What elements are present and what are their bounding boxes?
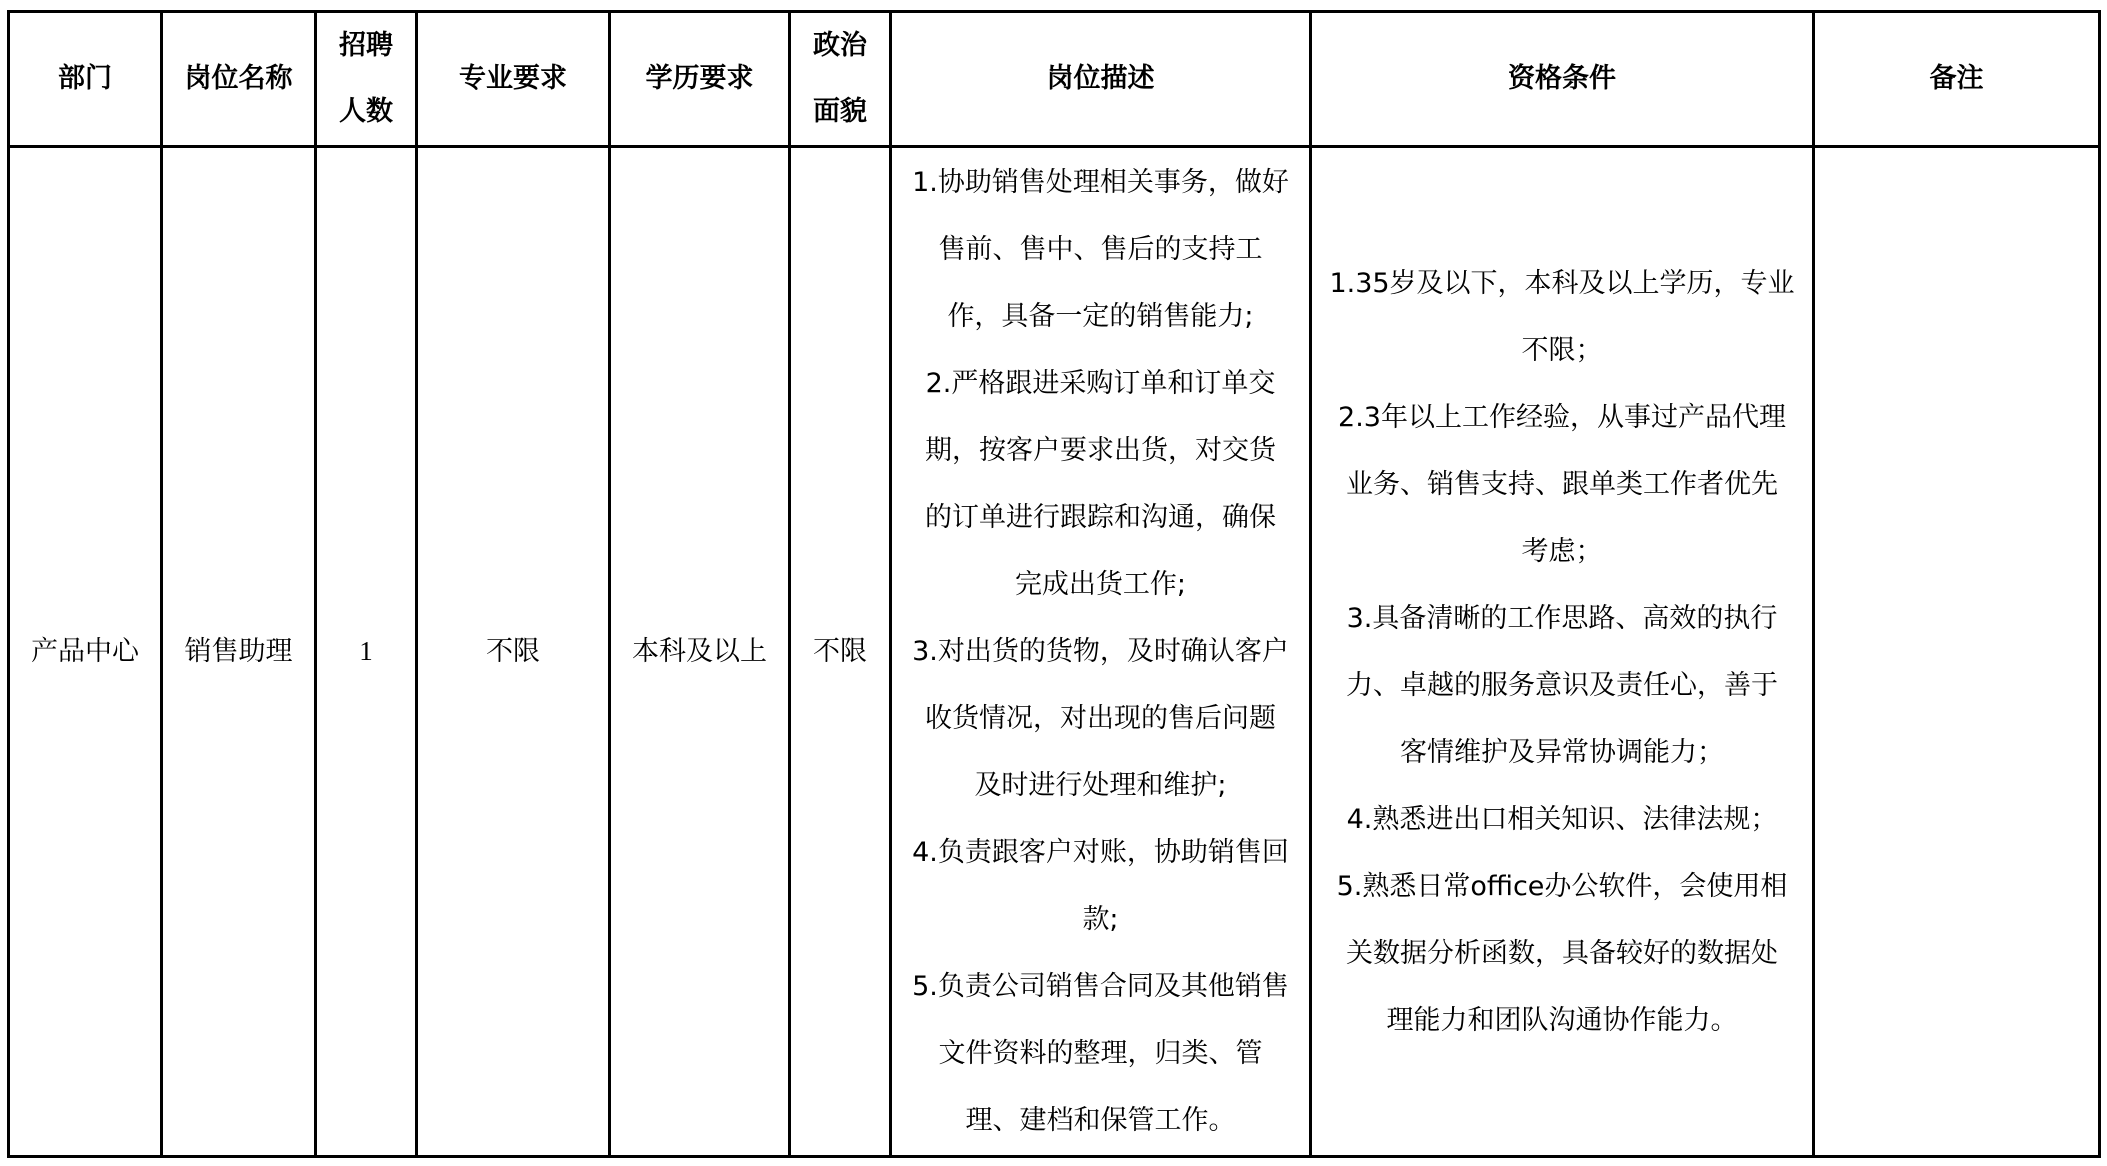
cell-major: 不限 [417,147,610,1157]
qualification-line: 5.熟悉日常office办公软件，会使用相 [1336,870,1788,902]
qualification-line: 3.具备清晰的工作思路、高效的执行 [1346,602,1778,634]
header-label: 岗位描述 [1046,63,1155,94]
cell-education: 本科及以上 [610,147,790,1157]
description-line: 作，具备一定的销售能力; [947,301,1254,332]
cell-description [891,147,1311,1157]
description-line: 及时进行处理和维护; [974,770,1227,801]
header-label: 部门 [58,63,112,94]
description-line: 理、建档和保管工作。 [965,1105,1236,1136]
cell-remarks [1814,147,2100,1157]
header-education [610,12,790,147]
cell-qualifications [1311,147,1814,1157]
qualification-line: 4.熟悉进出口相关知识、法律法规； [1346,803,1778,835]
header-label: 面貌 [813,96,867,127]
header-qualifications [1311,12,1814,147]
cell-position: 销售助理 [162,147,316,1157]
description-line: 1.协助销售处理相关事务，做好 [912,167,1289,198]
description-line: 2.严格跟进采购订单和订单交 [925,368,1276,399]
description-line: 售前、售中、售后的支持工 [938,234,1263,265]
qualification-line: 客情维护及异常协调能力； [1400,736,1724,768]
header-label: 招聘 [339,30,393,61]
cell-political: 不限 [790,147,891,1157]
header-label: 备注 [1929,63,1984,94]
description-line: 文件资料的整理，归类、管 [938,1038,1263,1069]
header-remarks [1814,12,2100,147]
qualification-line: 考虑； [1521,535,1603,567]
table-row [9,147,2100,1157]
qualification-line: 2.3年以上工作经验，从事过产品代理 [1338,401,1786,433]
description-line: 4.负责跟客户对账，协助销售回 [912,837,1289,868]
qualification-line: 不限； [1521,334,1603,366]
header-major [417,12,610,147]
qualification-line: 理能力和团队沟通协作能力。 [1386,1004,1738,1036]
cell-dept: 产品中心 [9,147,162,1157]
description-line: 的订单进行跟踪和沟通，确保 [925,502,1276,533]
header-headcount [316,12,417,147]
header-label: 人数 [339,96,393,127]
header-label: 专业要求 [459,63,567,94]
description-line: 5.负责公司销售合同及其他销售 [912,971,1289,1002]
description-line: 完成出货工作; [1014,569,1187,600]
header-label: 政治 [813,30,867,61]
job-posting-table [7,10,2101,1158]
header-description [891,12,1311,147]
qualification-line: 力、卓越的服务意识及责任心，善于 [1346,669,1778,701]
header-label: 学历要求 [645,63,754,94]
qualification-line: 关数据分析函数，具备较好的数据处 [1346,937,1778,969]
header-political [790,12,891,147]
cell-headcount: 1 [316,147,417,1157]
qualification-line: 业务、销售支持、跟单类工作者优先 [1346,468,1778,500]
header-row [9,12,2100,147]
description-line: 期，按客户要求出货，对交货 [925,435,1276,466]
header-label: 资格条件 [1508,63,1616,94]
qualification-line: 1.35岁及以下，本科及以上学历，专业 [1329,267,1795,299]
description-line: 3.对出货的货物，及时确认客户 [912,636,1289,667]
header-position [162,12,316,147]
header-dept [9,12,162,147]
description-line: 款; [1082,904,1119,935]
description-line: 收货情况，对出现的售后问题 [925,703,1276,734]
header-label: 岗位名称 [184,63,293,94]
